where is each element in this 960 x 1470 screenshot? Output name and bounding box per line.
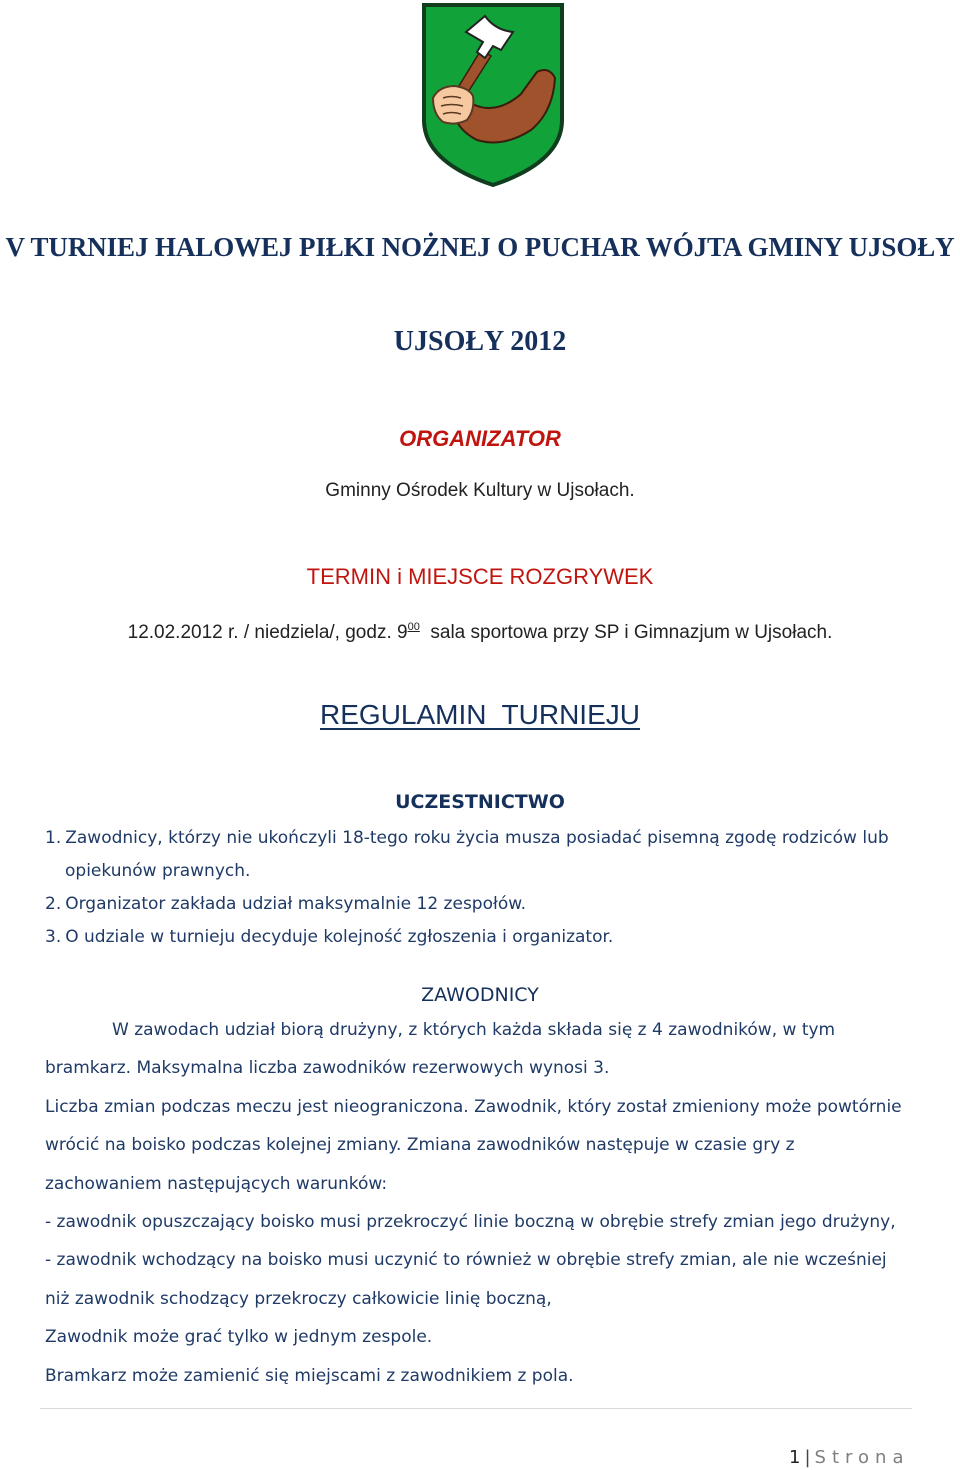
footer-separator: | (804, 1447, 811, 1468)
list-item (45, 894, 526, 914)
page-subtitle: UJSOŁY 2012 (393, 326, 567, 357)
organizer-heading: ORGANIZATOR (399, 426, 561, 451)
regulamin-heading: REGULAMIN TURNIEJU (320, 699, 640, 730)
players-line: Zawodnik może grać tylko w jednym zespole. (45, 1327, 433, 1347)
term-date: 12.02.2012 r. / niedziela/, godz. 9 (127, 622, 408, 643)
list-item-text: Organizator zakłada udział maksymalnie 12 zespołów. (65, 894, 526, 914)
footer-label: Strona (814, 1447, 910, 1468)
organizer-text: Gminny Ośrodek Kultury w Ujsołach. (325, 480, 635, 501)
list-item (45, 927, 613, 947)
term-time-sup: 00 (407, 621, 420, 633)
list-item-number: 3. (45, 927, 62, 947)
page-footer (789, 1447, 909, 1468)
page-title: V TURNIEJ HALOWEJ PIŁKI NOŻNEJ O PUCHAR WÓJTA GMINY UJSOŁY (5, 232, 955, 262)
players-line: - zawodnik wchodzący na boisko musi uczynić to również w obrębie strefy zmian, ale nie wcześniej (45, 1250, 887, 1270)
term-line (0, 621, 960, 644)
page-number: 1 (789, 1447, 801, 1468)
participation-heading: UCZESTNICTWO (395, 791, 565, 813)
list-item (45, 828, 889, 848)
term-heading: TERMIN i MIEJSCE ROZGRYWEK (306, 564, 654, 589)
players-line: Bramkarz może zamienić się miejscami z zawodnikiem z pola. (45, 1366, 574, 1386)
players-line: wrócić na boisko podczas kolejnej zmiany. Zmiana zawodników następuje w czasie gry z (45, 1135, 795, 1155)
coat-of-arms-icon (421, 2, 565, 188)
players-line: W zawodach udział biorą drużyny, z których każda składa się z 4 zawodników, w tym (112, 1020, 836, 1040)
list-item-text: O udziale w turnieju decyduje kolejność zgłoszenia i organizator. (65, 927, 614, 947)
players-line: bramkarz. Maksymalna liczba zawodników rezerwowych wynosi 3. (45, 1058, 610, 1078)
term-place: sala sportowa przy SP i Gimnazjum w Ujsołach. (430, 622, 833, 643)
players-heading: ZAWODNICY (421, 984, 539, 1006)
list-item-number: 2. (45, 894, 62, 914)
players-line: Liczba zmian podczas meczu jest nieograniczona. Zawodnik, który został zmieniony może powtórnie (45, 1097, 902, 1117)
list-item-continuation: opiekunów prawnych. (65, 861, 251, 881)
list-item-text: Zawodnicy, którzy nie ukończyli 18-tego roku życia musza posiadać pisemną zgodę rodziców lub (65, 828, 889, 848)
players-line: - zawodnik opuszczający boisko musi przekroczyć linie boczną w obrębie strefy zmian jego drużyny, (45, 1212, 896, 1232)
players-line: zachowaniem następujących warunków: (45, 1174, 388, 1194)
footer-divider (40, 1408, 912, 1409)
players-line: niż zawodnik schodzący przekroczy całkowicie linię boczną, (45, 1289, 552, 1309)
list-item-number: 1. (45, 828, 62, 848)
